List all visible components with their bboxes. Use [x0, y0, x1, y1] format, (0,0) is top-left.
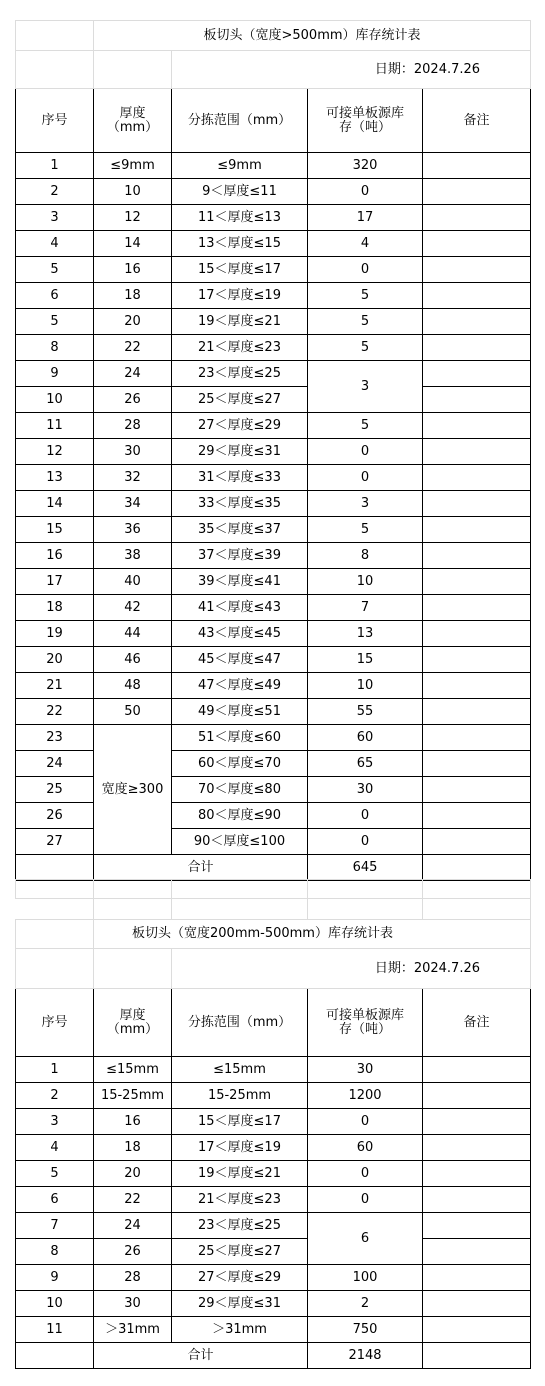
- table-row: [16, 647, 531, 673]
- range-cell: 21＜厚度≤23: [172, 1187, 308, 1213]
- table-row: [16, 257, 531, 283]
- serial-cell: 3: [16, 1109, 94, 1135]
- serial-cell: 20: [16, 647, 94, 673]
- range-cell: ＞31mm: [172, 1317, 308, 1343]
- thickness-cell: 10: [94, 179, 172, 205]
- thickness-cell: 24: [94, 361, 172, 387]
- table-row: [16, 179, 531, 205]
- thickness-cell: 22: [94, 1187, 172, 1213]
- serial-cell: 1: [16, 153, 94, 179]
- serial-cell: 16: [16, 543, 94, 569]
- serial-cell: 8: [16, 335, 94, 361]
- thickness-cell: ≤15mm: [94, 1057, 172, 1083]
- thickness-cell: 12: [94, 205, 172, 231]
- serial-cell: 12: [16, 439, 94, 465]
- table-row: [16, 1057, 531, 1083]
- range-cell: 25＜厚度≤27: [172, 387, 308, 413]
- remark-cell: [423, 1239, 531, 1265]
- report-date: 日期：2024.7.26: [172, 949, 531, 989]
- stock-cell: 6: [308, 1213, 423, 1265]
- table-row: [16, 335, 531, 361]
- serial-cell: 27: [16, 829, 94, 855]
- remark-cell: [423, 153, 531, 179]
- thickness-cell: ≤9mm: [94, 153, 172, 179]
- total-value: 2148: [308, 1343, 423, 1369]
- thickness-cell: 42: [94, 595, 172, 621]
- range-cell: 39＜厚度≤41: [172, 569, 308, 595]
- serial-cell: 6: [16, 1187, 94, 1213]
- thickness-cell: 14: [94, 231, 172, 257]
- range-cell: 9＜厚度≤11: [172, 179, 308, 205]
- serial-cell: 7: [16, 1213, 94, 1239]
- range-cell: 17＜厚度≤19: [172, 1135, 308, 1161]
- thickness-cell: 15-25mm: [94, 1083, 172, 1109]
- range-cell: 35＜厚度≤37: [172, 517, 308, 543]
- table-title: 板切头（宽度200mm-500mm）库存统计表: [94, 920, 531, 949]
- serial-cell: 23: [16, 725, 94, 751]
- header-thickness: 厚度 （mm）: [94, 89, 172, 153]
- remark-cell: [423, 361, 531, 387]
- stock-cell: 5: [308, 413, 423, 439]
- thickness-cell: 40: [94, 569, 172, 595]
- table-row: [16, 1187, 531, 1213]
- table-row: [16, 517, 531, 543]
- table-row: [16, 1291, 531, 1317]
- total-label: 合计: [94, 855, 308, 881]
- range-cell: 49＜厚度≤51: [172, 699, 308, 725]
- header-remark: 备注: [423, 89, 531, 153]
- remark-cell: [423, 543, 531, 569]
- thickness-cell: 26: [94, 1239, 172, 1265]
- remark-cell: [423, 231, 531, 257]
- blank-rows: [15, 879, 531, 899]
- stock-cell: 100: [308, 1265, 423, 1291]
- table-row: [16, 829, 531, 855]
- serial-cell: 21: [16, 673, 94, 699]
- range-cell: 11＜厚度≤13: [172, 205, 308, 231]
- remark-cell: [423, 439, 531, 465]
- serial-cell: 11: [16, 413, 94, 439]
- table-row: [16, 1213, 531, 1239]
- stock-cell: 30: [308, 777, 423, 803]
- table-row: [16, 803, 531, 829]
- table-row: [16, 387, 531, 413]
- range-cell: 70＜厚度≤80: [172, 777, 308, 803]
- remark-cell: [423, 621, 531, 647]
- remark-cell: [423, 1187, 531, 1213]
- range-cell: 25＜厚度≤27: [172, 1239, 308, 1265]
- serial-cell: 5: [16, 309, 94, 335]
- thickness-cell: 16: [94, 1109, 172, 1135]
- serial-cell: 13: [16, 465, 94, 491]
- thickness-cell: 24: [94, 1213, 172, 1239]
- range-cell: 23＜厚度≤25: [172, 1213, 308, 1239]
- table-row: [16, 153, 531, 179]
- thickness-cell: 48: [94, 673, 172, 699]
- remark-cell: [423, 465, 531, 491]
- thickness-cell: 18: [94, 1135, 172, 1161]
- serial-cell: 5: [16, 257, 94, 283]
- thickness-cell: 宽度≥300: [94, 725, 172, 855]
- stock-cell: 750: [308, 1317, 423, 1343]
- table-row: [16, 1317, 531, 1343]
- stock-cell: 1200: [308, 1083, 423, 1109]
- remark-cell: [423, 1057, 531, 1083]
- thickness-cell: 20: [94, 1161, 172, 1187]
- serial-cell: 15: [16, 517, 94, 543]
- stock-cell: 10: [308, 569, 423, 595]
- remark-cell: [423, 413, 531, 439]
- stock-cell: 15: [308, 647, 423, 673]
- serial-cell: 9: [16, 1265, 94, 1291]
- remark-cell: [423, 1109, 531, 1135]
- stock-cell: 10: [308, 673, 423, 699]
- stock-cell: 3: [308, 361, 423, 413]
- stock-cell: 5: [308, 517, 423, 543]
- header-serial: 序号: [16, 89, 94, 153]
- thickness-cell: 44: [94, 621, 172, 647]
- stock-cell: 60: [308, 725, 423, 751]
- remark-cell: [423, 1265, 531, 1291]
- range-cell: 60＜厚度≤70: [172, 751, 308, 777]
- serial-cell: 4: [16, 1135, 94, 1161]
- table-row: [16, 543, 531, 569]
- serial-cell: 18: [16, 595, 94, 621]
- table-row: [16, 439, 531, 465]
- range-cell: ≤9mm: [172, 153, 308, 179]
- stock-cell: 0: [308, 257, 423, 283]
- remark-cell: [423, 647, 531, 673]
- thickness-cell: 26: [94, 387, 172, 413]
- remark-cell: [423, 829, 531, 855]
- header-serial: 序号: [16, 989, 94, 1057]
- remark-cell: [423, 387, 531, 413]
- remark-cell: [423, 283, 531, 309]
- range-cell: 90＜厚度≤100: [172, 829, 308, 855]
- range-cell: 80＜厚度≤90: [172, 803, 308, 829]
- total-value: 645: [308, 855, 423, 881]
- stock-cell: 17: [308, 205, 423, 231]
- table-row: [16, 491, 531, 517]
- table-row: [16, 751, 531, 777]
- range-cell: 19＜厚度≤21: [172, 1161, 308, 1187]
- serial-cell: 17: [16, 569, 94, 595]
- table-row: [16, 205, 531, 231]
- table-row: [16, 1265, 531, 1291]
- serial-cell: 14: [16, 491, 94, 517]
- remark-cell: [423, 1161, 531, 1187]
- stock-cell: 0: [308, 465, 423, 491]
- remark-cell: [423, 1213, 531, 1239]
- header-remark: 备注: [423, 989, 531, 1057]
- serial-cell: 6: [16, 283, 94, 309]
- stock-cell: 0: [308, 1109, 423, 1135]
- table-row: [16, 465, 531, 491]
- stock-table-2: [15, 898, 531, 1369]
- thickness-cell: 34: [94, 491, 172, 517]
- range-cell: 29＜厚度≤31: [172, 1291, 308, 1317]
- range-cell: 27＜厚度≤29: [172, 1265, 308, 1291]
- remark-cell: [423, 569, 531, 595]
- remark-cell: [423, 309, 531, 335]
- range-cell: 43＜厚度≤45: [172, 621, 308, 647]
- range-cell: 45＜厚度≤47: [172, 647, 308, 673]
- range-cell: 17＜厚度≤19: [172, 283, 308, 309]
- table-row: [16, 777, 531, 803]
- serial-cell: 19: [16, 621, 94, 647]
- thickness-cell: 28: [94, 413, 172, 439]
- remark-cell: [423, 517, 531, 543]
- remark-cell: [423, 725, 531, 751]
- remark-cell: [423, 179, 531, 205]
- stock-cell: 0: [308, 179, 423, 205]
- stock-cell: 60: [308, 1135, 423, 1161]
- thickness-cell: 50: [94, 699, 172, 725]
- remark-cell: [423, 751, 531, 777]
- remark-cell: [423, 335, 531, 361]
- remark-cell: [423, 1135, 531, 1161]
- stock-cell: 0: [308, 829, 423, 855]
- remark-cell: [423, 1317, 531, 1343]
- table-row: [16, 309, 531, 335]
- header-range: 分拣范围（mm）: [172, 989, 308, 1057]
- stock-cell: 5: [308, 283, 423, 309]
- serial-cell: 4: [16, 231, 94, 257]
- range-cell: 19＜厚度≤21: [172, 309, 308, 335]
- stock-cell: 3: [308, 491, 423, 517]
- table-row: [16, 1161, 531, 1187]
- header-thickness: 厚度 （mm）: [94, 989, 172, 1057]
- thickness-cell: ＞31mm: [94, 1317, 172, 1343]
- header-stock: 可接单板源库 存（吨）: [308, 89, 423, 153]
- thickness-cell: 38: [94, 543, 172, 569]
- remark-cell: [423, 1083, 531, 1109]
- thickness-cell: 18: [94, 283, 172, 309]
- serial-cell: 10: [16, 1291, 94, 1317]
- thickness-cell: 36: [94, 517, 172, 543]
- thickness-cell: 22: [94, 335, 172, 361]
- range-cell: 33＜厚度≤35: [172, 491, 308, 517]
- range-cell: 29＜厚度≤31: [172, 439, 308, 465]
- table-row: [16, 621, 531, 647]
- table-row: [16, 413, 531, 439]
- stock-cell: 0: [308, 1161, 423, 1187]
- range-cell: 47＜厚度≤49: [172, 673, 308, 699]
- thickness-cell: 30: [94, 1291, 172, 1317]
- stock-cell: 30: [308, 1057, 423, 1083]
- serial-cell: 10: [16, 387, 94, 413]
- table-row: [16, 231, 531, 257]
- remark-cell: [423, 1291, 531, 1317]
- remark-cell: [423, 777, 531, 803]
- table-row: [16, 1239, 531, 1265]
- range-cell: 15-25mm: [172, 1083, 308, 1109]
- remark-cell: [423, 803, 531, 829]
- range-cell: 21＜厚度≤23: [172, 335, 308, 361]
- remark-cell: [423, 205, 531, 231]
- thickness-cell: 16: [94, 257, 172, 283]
- stock-cell: 7: [308, 595, 423, 621]
- table-row: [16, 361, 531, 387]
- serial-cell: 5: [16, 1161, 94, 1187]
- thickness-cell: 28: [94, 1265, 172, 1291]
- stock-cell: 8: [308, 543, 423, 569]
- thickness-cell: 30: [94, 439, 172, 465]
- range-cell: 15＜厚度≤17: [172, 1109, 308, 1135]
- table-row: [16, 1083, 531, 1109]
- header-stock: 可接单板源库 存（吨）: [308, 989, 423, 1057]
- table-row: [16, 1109, 531, 1135]
- stock-cell: 0: [308, 1187, 423, 1213]
- serial-cell: 3: [16, 205, 94, 231]
- report-date: 日期：2024.7.26: [172, 51, 531, 89]
- serial-cell: 25: [16, 777, 94, 803]
- serial-cell: 9: [16, 361, 94, 387]
- serial-cell: 24: [16, 751, 94, 777]
- range-cell: 23＜厚度≤25: [172, 361, 308, 387]
- remark-cell: [423, 491, 531, 517]
- stock-table-1: [15, 20, 531, 881]
- stock-cell: 5: [308, 335, 423, 361]
- thickness-cell: 46: [94, 647, 172, 673]
- range-cell: 15＜厚度≤17: [172, 257, 308, 283]
- serial-cell: 22: [16, 699, 94, 725]
- serial-cell: 26: [16, 803, 94, 829]
- thickness-cell: 20: [94, 309, 172, 335]
- stock-cell: 320: [308, 153, 423, 179]
- table-title: 板切头（宽度>500mm）库存统计表: [94, 21, 531, 51]
- stock-cell: 5: [308, 309, 423, 335]
- table-row: [16, 673, 531, 699]
- serial-cell: 1: [16, 1057, 94, 1083]
- stock-cell: 13: [308, 621, 423, 647]
- remark-cell: [423, 673, 531, 699]
- serial-cell: 8: [16, 1239, 94, 1265]
- stock-cell: 0: [308, 803, 423, 829]
- header-range: 分拣范围（mm）: [172, 89, 308, 153]
- stock-cell: 0: [308, 439, 423, 465]
- stock-cell: 55: [308, 699, 423, 725]
- range-cell: 37＜厚度≤39: [172, 543, 308, 569]
- table-row: [16, 569, 531, 595]
- remark-cell: [423, 257, 531, 283]
- table-row: [16, 699, 531, 725]
- stock-cell: 2: [308, 1291, 423, 1317]
- serial-cell: 2: [16, 179, 94, 205]
- serial-cell: 11: [16, 1317, 94, 1343]
- total-label: 合计: [94, 1343, 308, 1369]
- range-cell: ≤15mm: [172, 1057, 308, 1083]
- range-cell: 27＜厚度≤29: [172, 413, 308, 439]
- remark-cell: [423, 699, 531, 725]
- table-row: [16, 283, 531, 309]
- remark-cell: [423, 595, 531, 621]
- thickness-cell: 32: [94, 465, 172, 491]
- serial-cell: 2: [16, 1083, 94, 1109]
- range-cell: 31＜厚度≤33: [172, 465, 308, 491]
- stock-cell: 65: [308, 751, 423, 777]
- table-row: [16, 595, 531, 621]
- range-cell: 51＜厚度≤60: [172, 725, 308, 751]
- table-row: [16, 1135, 531, 1161]
- range-cell: 41＜厚度≤43: [172, 595, 308, 621]
- range-cell: 13＜厚度≤15: [172, 231, 308, 257]
- stock-cell: 4: [308, 231, 423, 257]
- table-row: [16, 725, 531, 751]
